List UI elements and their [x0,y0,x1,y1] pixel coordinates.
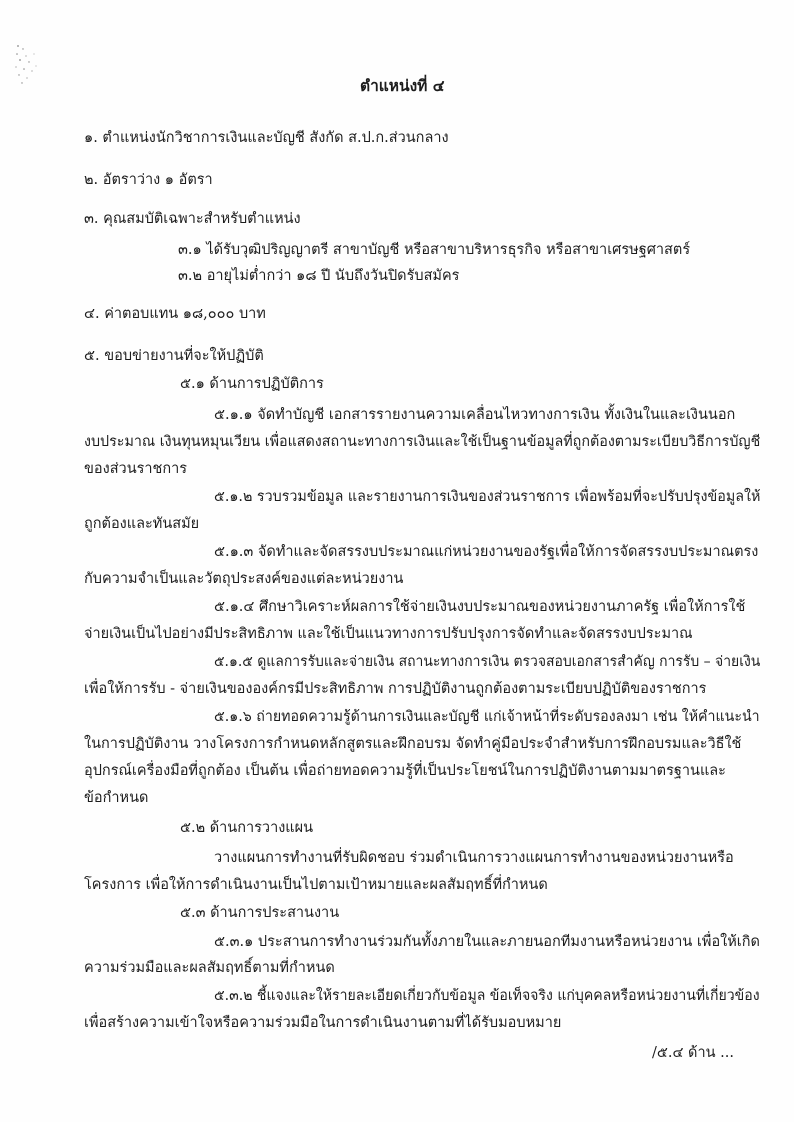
para-5-1-3-line: กับความจำเป็นและวัตถุประสงค์ของแต่ละหน่วยงาน [84,571,404,587]
para-5-3-1-line: ๕.๓.๑ ประสานการทำงานร่วมกันทั้งภายในและภายนอกทีมงานหรือหน่วยงาน เพื่อให้เกิด [214,934,760,950]
section-5-3-heading: ๕.๓ ด้านการประสานงาน [180,905,340,921]
para-5-1-6-line: ข้อกำหนด [84,790,149,806]
para-5-1-4-line: ๕.๑.๔ ศึกษาวิเคราะห์ผลการใช้จ่ายเงินงบประมาณของหน่วยงานภาครัฐ เพื่อให้การใช้ [214,599,746,615]
para-5-1-6-line: ๕.๑.๖ ถ่ายทอดความรู้ด้านการเงินและบัญชี แก่เจ้าหน้าที่ระดับรองลงมา เช่น ให้คำแนะนำ [214,709,760,725]
item-5-scope: ๕. ขอบข่ายงานที่จะให้ปฏิบัติ [84,348,264,364]
section-5-2-heading: ๕.๒ ด้านการวางแผน [180,820,314,836]
para-5-1-1-line: ของส่วนราชการ [84,461,188,477]
para-5-1-5-line: ๕.๑.๕ ดูแลการรับและจ่ายเงิน สถานะทางการเงิน ตรวจสอบเอกสารสำคัญ การรับ – จ่ายเงิน [214,654,761,670]
item-1-position: ๑. ตำแหน่งนักวิชาการเงินและบัญชี สังกัด ส.ป.ก.ส่วนกลาง [84,130,449,146]
para-5-3-2-line: ๕.๓.๒ ชี้แจงและให้รายละเอียดเกี่ยวกับข้อมูล ข้อเท็จจริง แก่บุคคลหรือหน่วยงานที่เกี่ยวข้อง [214,988,760,1004]
item-3-qualifications: ๓. คุณสมบัติเฉพาะสำหรับตำแหน่ง [84,211,301,227]
section-5-1-heading: ๕.๑ ด้านการปฏิบัติการ [180,376,324,392]
continuation-marker: /๕.๔ ด้าน ... [652,1045,734,1061]
para-5-1-6-line: อุปกรณ์เครื่องมือที่ถูกต้อง เป็นต้น เพื่อถ่ายทอดความรู้ที่เป็นประโยชน์ในการปฏิบัติงานตามมาตรฐานและ [84,763,726,779]
para-5-1-3-line: ๕.๑.๓ จัดทำและจัดสรรงบประมาณแก่หน่วยงานของรัฐเพื่อให้การจัดสรรงบประมาณตรง [214,544,759,560]
item-3-2-age: ๓.๒ อายุไม่ต่ำกว่า ๑๘ ปี นับถึงวันปิดรับสมัคร [178,268,460,284]
para-5-1-5-line: เพื่อให้การรับ - จ่ายเงินขององค์กรมีประสิทธิภาพ การปฏิบัติงานถูกต้องตามระเบียบปฏิบัติของราชการ [84,681,707,697]
para-5-1-2-line: ๕.๑.๒ รวบรวมข้อมูล และรายงานการเงินของส่วนราชการ เพื่อพร้อมที่จะปรับปรุงข้อมูลให้ [214,489,761,505]
para-5-2-line: โครงการ เพื่อให้การดำเนินงานเป็นไปตามเป้าหมายและผลสัมฤทธิ์ที่กำหนด [84,877,548,893]
para-5-3-1-line: ความร่วมมือและผลสัมฤทธิ์ตามที่กำหนด [84,960,335,976]
para-5-1-2-line: ถูกต้องและทันสมัย [84,516,200,532]
para-5-1-4-line: จ่ายเงินเป็นไปอย่างมีประสิทธิภาพ และใช้เป็นแนวทางการปรับปรุงการจัดทำและจัดสรรงบประมาณ [84,626,693,642]
para-5-1-6-line: ในการปฏิบัติงาน วางโครงการกำหนดหลักสูตรและฝึกอบรม จัดทำคู่มือประจำสำหรับการฝึกอบรมและวิธีใช้ [84,736,742,752]
scan-speckle-mark [14,42,44,92]
para-5-2-line: วางแผนการทำงานที่รับผิดชอบ ร่วมดำเนินการวางแผนการทำงานของหน่วยงานหรือ [214,850,734,866]
page-title: ตำแหน่งที่ ๔ [360,76,445,95]
item-4-salary: ๔. ค่าตอบแทน ๑๘,๐๐๐ บาท [84,306,266,322]
para-5-3-2-line: เพื่อสร้างความเข้าใจหรือความร่วมมือในการดำเนินงานตามที่ได้รับมอบหมาย [84,1015,562,1031]
item-3-1-degree: ๓.๑ ได้รับวุฒิปริญญาตรี สาขาบัญชี หรือสาขาบริหารธุรกิจ หรือสาขาเศรษฐศาสตร์ [178,242,691,258]
para-5-1-1-line: งบประมาณ เงินทุนหมุนเวียน เพื่อแสดงสถานะทางการเงินและใช้เป็นฐานข้อมูลที่ถูกต้องตามระเบียบวิธีการบัญชี [84,434,761,450]
para-5-1-1-line: ๕.๑.๑ จัดทำบัญชี เอกสารรายงานความเคลื่อนไหวทางการเงิน ทั้งเงินในและเงินนอก [214,407,736,423]
item-2-vacancy: ๒. อัตราว่าง ๑ อัตรา [84,172,213,188]
